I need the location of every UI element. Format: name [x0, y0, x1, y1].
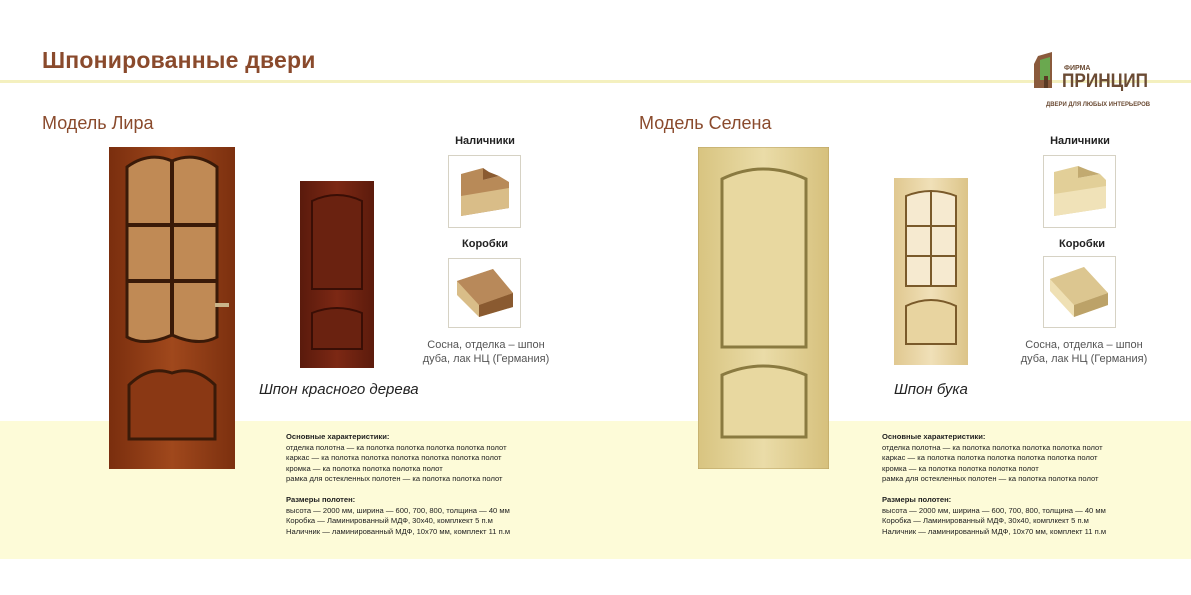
logo-firm: ФИРМА	[1064, 65, 1091, 72]
size-line: Коробка — Ламинированный МДФ, 30х40, комплкект 5 п.м	[286, 516, 493, 526]
selena-frame-label: Коробки	[1059, 238, 1105, 250]
spec-line: кромка — ка полотка полотка полотка полот	[286, 463, 443, 473]
logo-tagline: ДВЕРИ ДЛЯ ЛЮБЫХ ИНТЕРЬЕРОВ	[1046, 101, 1151, 108]
spec-line: рамка для остекленных полотен — ка полотка полотка полот	[286, 474, 503, 484]
selena-veneer-label: Шпон бука	[894, 381, 968, 398]
title-underline	[0, 80, 1191, 83]
selena-material-caption	[999, 338, 1169, 366]
spec-line: каркас — ка полотка полотка полотка полотка полотка полот	[286, 453, 502, 463]
selena-trim-label: Наличники	[1050, 135, 1110, 147]
lira-glass-door-image	[109, 147, 235, 469]
selena-glass-door-image	[894, 178, 968, 365]
spec-line: отделка полотна — ка полотка полотка полотка полотка полот	[882, 442, 1103, 452]
frame-profile-image	[448, 258, 521, 328]
size-line: Наличник — ламинированный МДФ, 10х70 мм, комплект 11 п.м	[882, 526, 1107, 536]
lira-sizes-heading: Размеры полотен:	[286, 494, 356, 504]
brand-logo	[1030, 50, 1155, 110]
trim-profile-image	[1043, 155, 1116, 228]
lira-veneer-label: Шпон красного дерева	[259, 381, 419, 398]
size-line: высота — 2000 мм, ширина — 600, 700, 800, толщина — 40 мм	[286, 505, 510, 515]
size-line: высота — 2000 мм, ширина — 600, 700, 800, толщина — 40 мм	[882, 505, 1106, 515]
page-title: Шпонированные двери	[42, 47, 316, 73]
lira-material-line2: дуба, лак НЦ (Германия)	[422, 353, 550, 365]
spec-line: рамка для остекленных полотен — ка полотка полотка полот	[882, 474, 1099, 484]
trim-profile-image	[448, 155, 521, 228]
spec-line: каркас — ка полотка полотка полотка полотка полотка полот	[882, 453, 1098, 463]
logo-name: ПРИНЦИП	[1062, 71, 1148, 92]
logo-house-icon	[1034, 52, 1052, 88]
size-line: Коробка — Ламинированный МДФ, 30х40, комплкект 5 п.м	[882, 516, 1089, 526]
lira-specs	[286, 432, 576, 537]
selena-specs	[882, 432, 1172, 537]
selena-specs-heading: Основные характеристики:	[882, 432, 986, 441]
spec-line: отделка полотна — ка полотка полотка полотка полотка полот	[286, 442, 507, 452]
lira-material-line1: Сосна, отделка – шпон	[427, 339, 545, 351]
spec-line: кромка — ка полотка полотка полотка полот	[882, 463, 1039, 473]
selena-material-line1: Сосна, отделка – шпон	[1025, 339, 1143, 351]
selena-solid-door-image	[698, 147, 829, 469]
lira-solid-door-image	[300, 181, 374, 368]
lira-material-caption	[401, 338, 571, 366]
lira-specs-heading: Основные характеристики:	[286, 432, 390, 441]
model-lira-title: Модель Лира	[42, 113, 154, 133]
lira-trim-label: Наличники	[455, 135, 515, 147]
size-line: Наличник — ламинированный МДФ, 10х70 мм, комплект 11 п.м	[286, 526, 511, 536]
lira-frame-label: Коробки	[462, 238, 508, 250]
selena-material-line2: дуба, лак НЦ (Германия)	[1020, 353, 1148, 365]
frame-profile-image	[1043, 256, 1116, 328]
model-selena-title: Модель Селена	[639, 113, 772, 133]
selena-sizes-heading: Размеры полотен:	[882, 494, 952, 504]
